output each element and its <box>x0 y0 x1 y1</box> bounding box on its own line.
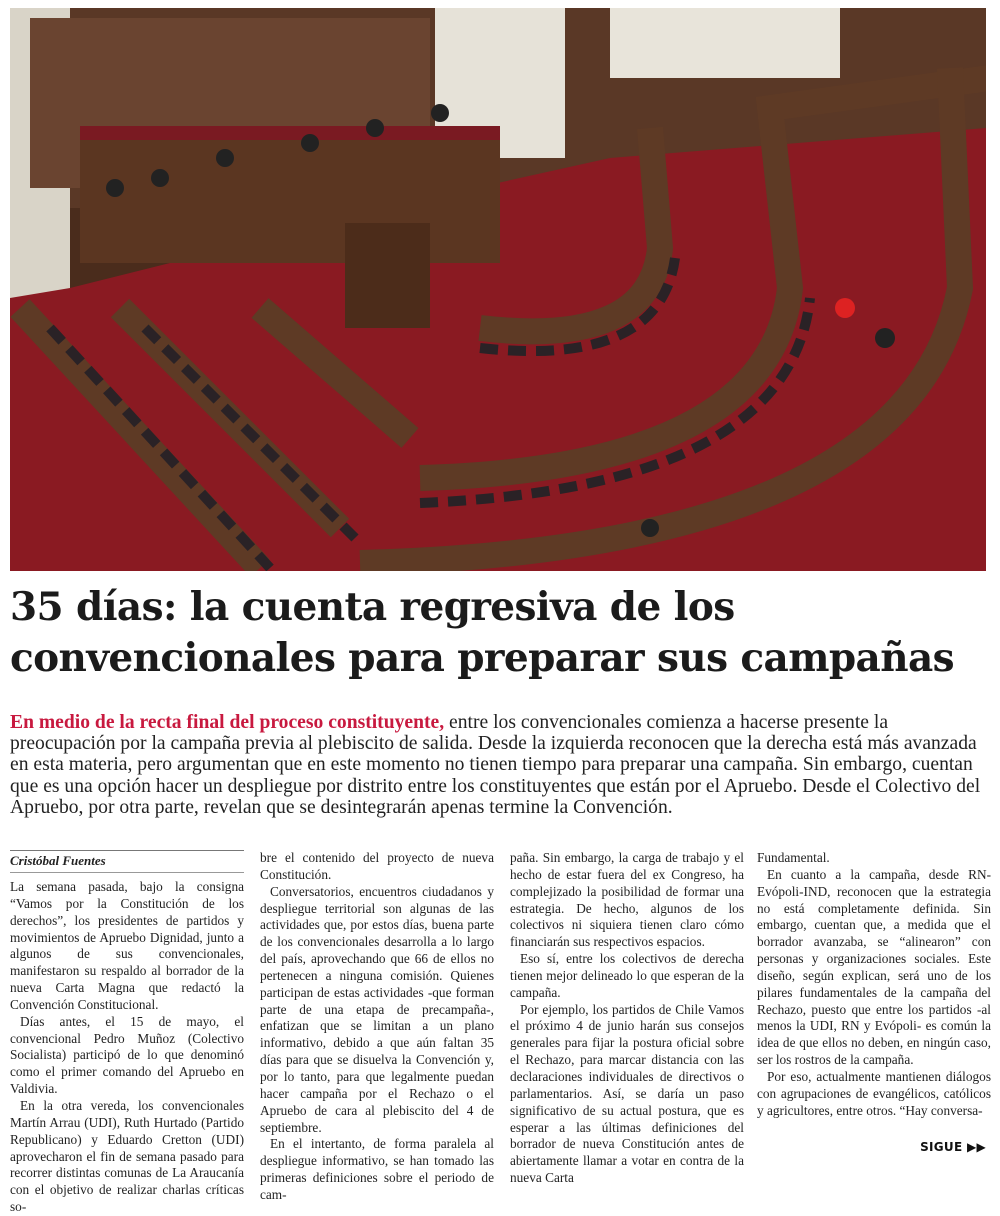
paragraph: Por ejemplo, los partidos de Chile Vamos el próximo 4 de junio harán sus consejos generales para fijar la postura oficial sobre el Rechazo, para marcar distancia con las declaraciones individuales de directivos o parlamentarios. Así, se daría un paso significativo de su actual postura, que es esperar a las últimas definiciones del borrador de nueva Constitución antes de abiertamente llamar a votar en contra de la nueva Carta <box>510 1001 744 1186</box>
article-column-2 <box>260 850 494 1204</box>
article-column-3 <box>510 850 744 1187</box>
article-column-4 <box>757 850 991 1120</box>
paragraph: En la otra vereda, los convencionales Martín Arrau (UDI), Ruth Hurtado (Partido Republicano) y Eduardo Cretton (UDI) aprovecharon el fin de semana pasado para recorrer distintas comunas de La Araucanía con el objetivo de realizar charlas críticas so- <box>10 1097 244 1215</box>
paragraph: Por eso, actualmente mantienen diálogos con agrupaciones de evangélicos, católicos y agricultores, entre otros. “Hay conversa- <box>757 1068 991 1118</box>
convention-chamber-photo <box>10 8 986 571</box>
lede-text: entre los convencionales comienza a hacerse presente la preocupación por la campaña previa al plebiscito de salida. Desde la izquierda reconocen que la derecha está más avanzada en esta materia, pero argumentan que en este momento no tienen tiempo para preparar una campaña. Sin embargo, cuentan que es una opción hacer un despliegue por distrito entre los constituyentes que están por el Apruebo. Desde el Colectivo del Apruebo, por otra parte, revelan que se desintegrarán apenas termine la Convención. <box>10 712 981 818</box>
paragraph: Conversatorios, encuentros ciudadanos y despliegue territorial son algunas de las actividades que, por estos días, buena parte de los convencionales desarrolla a lo largo del país, aprovechando que 66 de ellos no pertenecen a ninguna comisión. Quienes participan de estas actividades -que forman parte de una etapa de precampaña-, enfatizan que se limitan a un plano informativo, debido a que aún faltan 35 días para que se disuelva la Convención y, por lo tanto, para que legalmente puedan hacer campaña por el Rechazo o el Apruebo de cara al plebiscito del 4 de septiembre. <box>260 883 494 1135</box>
byline: Cristóbal Fuentes <box>10 850 244 873</box>
continue-link[interactable]: SIGUE ▶▶ <box>920 1140 986 1154</box>
article-column-1 <box>10 850 244 1216</box>
paragraph: bre el contenido del proyecto de nueva Constitución. <box>260 850 494 882</box>
lede-kicker: En medio de la recta final del proceso constituyente, <box>10 712 445 733</box>
paragraph: En cuanto a la campaña, desde RN-Evópoli-IND, reconocen que la estrategia no está completamente definida. Sin embargo, cuentan que, a medida que el borrador avanzaba, se “alinearon” con personas y organizaciones sociales. Este diseño, según explican, será uno de los pilares fundamentales de la campaña del Rechazo, puesto que entre los partidos -al menos la UDI, RN y Evópoli- es común la idea de que ellos no deben, en ningún caso, ser los rostros de la campaña. <box>757 866 991 1068</box>
paragraph: Días antes, el 15 de mayo, el convencional Pedro Muñoz (Colectivo Socialista) participó de lo que denominó como el primer comando del Apruebo en Valdivia. <box>10 1013 244 1097</box>
paragraph: En el intertanto, de forma paralela al despliegue informativo, se han tomado las primeras definiciones sobre el periodo de cam- <box>260 1136 494 1202</box>
paragraph: Fundamental. <box>757 850 830 865</box>
paragraph: paña. Sin embargo, la carga de trabajo y el hecho de estar fuera del ex Congreso, ha complejizado la posibilidad de formar una estrategia. De hecho, algunos de los colectivos ni siquiera tienen claro cómo financiarán sus respectivos espacios. <box>510 850 744 950</box>
headline: 35 días: la cuenta regresiva de los convencionales para preparar sus campañas <box>10 584 955 681</box>
paragraph: Eso sí, entre los colectivos de derecha tienen mejor delineado lo que esperan de la campaña. <box>510 951 744 1000</box>
paragraph: La semana pasada, bajo la consigna “Vamos por la Constitución de los derechos”, los presidentes de partidos y movimientos de Apruebo Dignidad, junto a algunos de sus convencionales, manifestaron su respaldo al borrador de la nueva Carta Magna que redactó la Convención Constitucional. <box>10 879 244 1012</box>
lede <box>10 712 988 818</box>
